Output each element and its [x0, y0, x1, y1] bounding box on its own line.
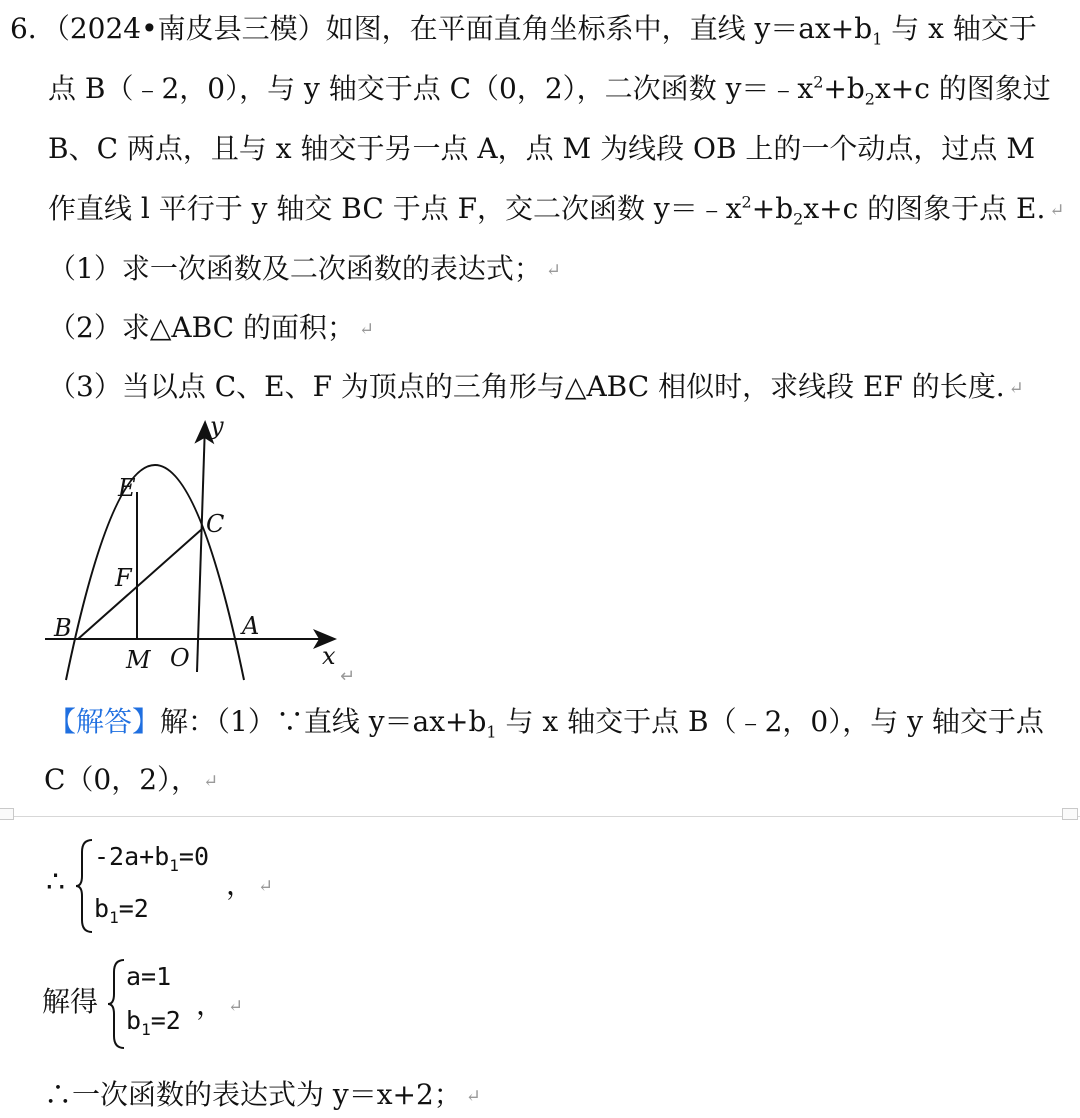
result-2: $b_1=2$	[126, 1006, 181, 1039]
return-mark: ↵	[1049, 199, 1065, 221]
return-mark: ↵	[340, 666, 356, 687]
return-mark: ↵	[1008, 377, 1024, 399]
answer-line-2: C（0，2）， ↵	[44, 763, 219, 796]
left-brace	[74, 838, 94, 934]
return-mark: ↵	[465, 1085, 481, 1107]
question-1: （1）求一次函数及二次函数的表达式； ↵	[48, 252, 561, 285]
system-comma: ， ↵	[226, 868, 274, 901]
equation-1: $-2a+b_1=0$	[94, 842, 210, 875]
label-a: A	[242, 612, 260, 640]
coordinate-figure	[30, 410, 370, 690]
return-mark: ↵	[258, 875, 274, 897]
therefore-symbol: ∴	[46, 865, 66, 900]
return-mark: ↵	[203, 770, 219, 792]
problem-line-1: 6．（2024•南皮县三模）如图，在平面直角坐标系中，直线 $y=ax+b_1$ 与 x 轴交于	[10, 12, 1037, 49]
question-2: （2）求△ABC 的面积； ↵	[48, 311, 375, 344]
conclusion-line: ∴一次函数的表达式为 y＝x+2； ↵	[44, 1078, 481, 1111]
solve-label: 解得	[42, 985, 99, 1018]
label-e: E	[118, 474, 136, 502]
return-mark: ↵	[359, 318, 375, 340]
left-brace	[106, 958, 126, 1050]
page-margin-marker-left	[0, 808, 14, 820]
parabola-curve	[66, 465, 244, 680]
line-bc	[78, 529, 202, 639]
page-margin-marker-right	[1062, 808, 1078, 820]
return-mark: ↵	[228, 995, 244, 1017]
problem-line-4: 作直线 l 平行于 y 轴交 BC 于点 F，交二次函数 $y=﹣x^2+b_2x+c$ 的图象于点 E. ↵	[48, 192, 1065, 229]
problem-line-2: 点 B（﹣2，0），与 y 轴交于点 C（0，2），二次函数 $y=﹣x^2+b_2x+c$ 的图象过	[48, 72, 1051, 109]
label-y: y	[210, 412, 224, 440]
label-o: O	[170, 644, 190, 672]
label-x: x	[322, 642, 336, 670]
equation-2: $b_1=2$	[94, 894, 149, 927]
page-break	[0, 816, 1080, 817]
answer-tag: 【解答】	[48, 705, 161, 738]
result-1: a=1	[126, 962, 172, 991]
question-3: （3）当以点 C、E、F 为顶点的三角形与△ABC 相似时，求线段 EF 的长度. ↵	[48, 370, 1024, 403]
label-c: C	[206, 510, 225, 538]
y-axis	[197, 424, 205, 672]
return-mark: ↵	[545, 259, 561, 281]
label-m: M	[126, 646, 151, 674]
answer-line-1: 【解答】解：（1）∵直线 $y=ax+b_1$ 与 x 轴交于点 B（﹣2，0），与 y 轴交于点	[48, 705, 1044, 742]
label-b: B	[54, 614, 72, 642]
problem-line-3: B、C 两点，且与 x 轴交于另一点 A，点 M 为线段 OB 上的一个动点，过点 M	[48, 132, 1035, 165]
result-comma: ， ↵	[196, 988, 244, 1021]
label-f: F	[115, 564, 132, 592]
